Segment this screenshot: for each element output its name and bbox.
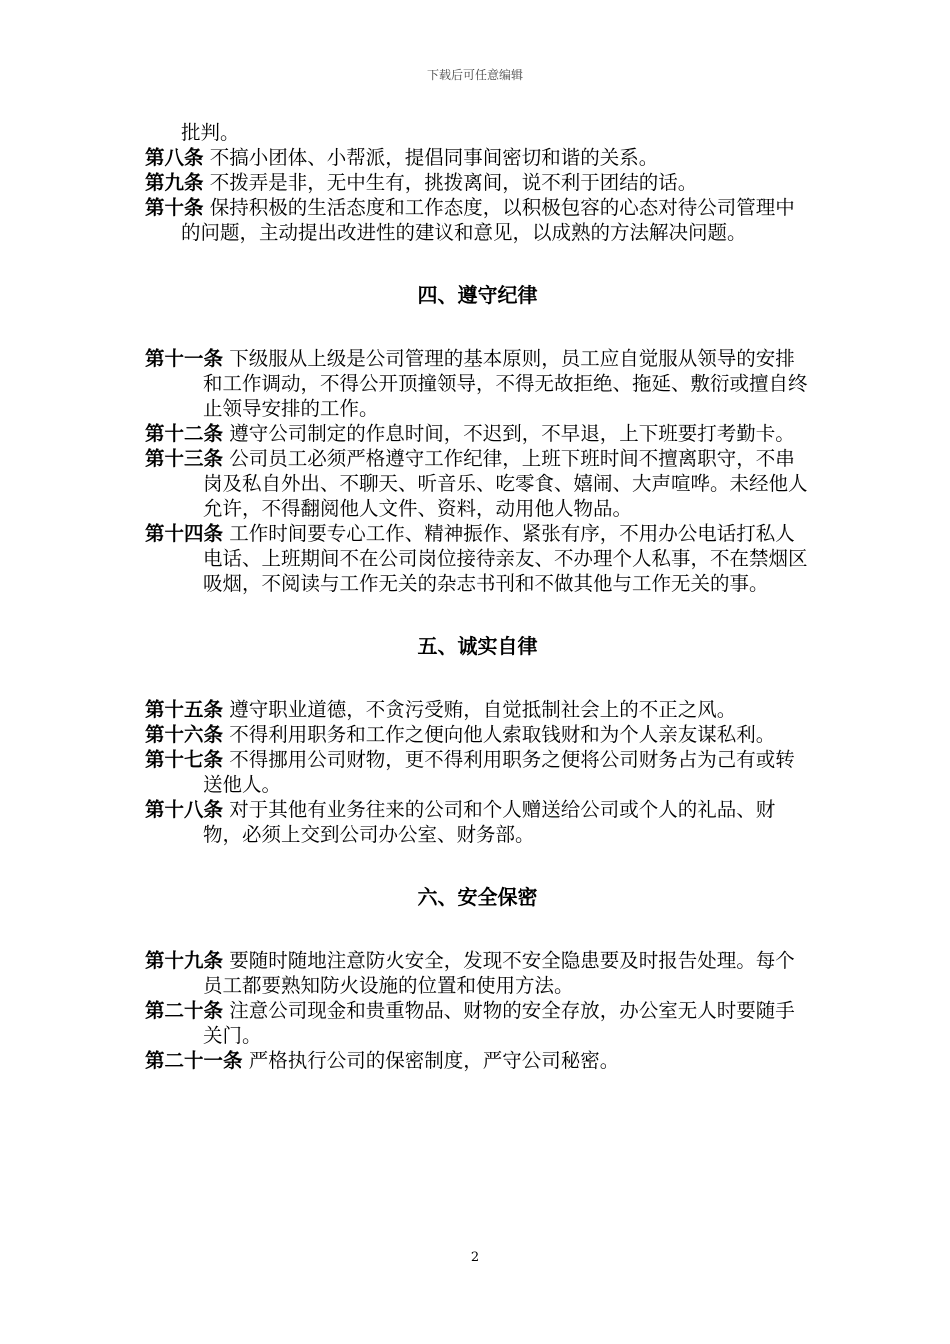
article-14: [145, 521, 810, 596]
article-12: [145, 421, 810, 446]
article-text: 不得利用职务和工作之便向他人索取钱财和为个人亲友谋私利。: [223, 723, 776, 746]
article-label: 第十九条: [145, 949, 224, 972]
article-11: [145, 346, 810, 421]
article-label: 第十条: [145, 196, 204, 219]
article-text: 保持积极的生活态度和工作态度，以积极包容的心态对待公司管理中的问题，主动提出改进性的建议和意见，以成熟的方法解决问题。: [181, 196, 795, 244]
article-13: [145, 446, 810, 521]
article-text: 不得挪用公司财物，更不得利用职务之便将公司财务占为己有或转送他人。: [203, 748, 795, 796]
article-text: 下级服从上级是公司管理的基本原则，员工应自觉服从领导的安排和工作调动，不得公开顶撞领导，不得无故拒绝、拖延、敷衍或擅自终止领导安排的工作。: [203, 347, 808, 420]
article-20: [145, 998, 810, 1048]
article-label: 第十三条: [145, 447, 224, 470]
article-label: 第二十条: [145, 999, 224, 1022]
article-text: 注意公司现金和贵重物品、财物的安全存放，办公室无人时要随手关门。: [203, 999, 795, 1047]
page-header: 下载后可任意编辑: [426, 68, 523, 82]
article-text: 遵守公司制定的作息时间，不迟到，不早退，上下班要打考勤卡。: [223, 422, 795, 445]
article-label: 第二十一条: [145, 1049, 243, 1072]
article-16: [145, 722, 810, 747]
article-label: 第十二条: [145, 422, 224, 445]
section-heading-6: 六、安全保密: [417, 885, 538, 909]
article-text: 对于其他有业务往来的公司和个人赠送给公司或个人的礼品、财物，必须上交到公司办公室、财务部。: [203, 798, 776, 846]
article-17: [145, 747, 810, 797]
article-label: 第十一条: [145, 347, 224, 370]
article-9: [145, 170, 810, 195]
article-text: 严格执行公司的保密制度，严守公司秘密。: [242, 1049, 620, 1072]
article-text: 要随时随地注意防火安全，发现不安全隐患要及时报告处理。每个员工都要熟知防火设施的位置和使用方法。: [203, 949, 795, 997]
page-number: 2: [470, 1250, 480, 1265]
article-19: [145, 948, 810, 998]
article-label: 第十四条: [145, 522, 224, 545]
article-label: 第八条: [145, 146, 204, 169]
article-text: 工作时间要专心工作、精神振作、紧张有序，不用办公电话打私人电话、上班期间不在公司岗位接待亲友、不办理个人私事，不在禁烟区吸烟，不阅读与工作无关的杂志书刊和不做其他与工作无关的事。: [203, 522, 808, 595]
article-21: [145, 1048, 810, 1073]
article-label: 第十八条: [145, 798, 224, 821]
article-label: 第十七条: [145, 748, 224, 771]
article-15: [145, 697, 810, 722]
section-heading-5: 五、诚实自律: [417, 634, 538, 658]
article-label: 第九条: [145, 171, 204, 194]
article-text: 不拨弄是非，无中生有，挑拨离间，说不利于团结的话。: [203, 171, 698, 194]
article-10: [145, 195, 810, 245]
article-18: [145, 797, 810, 847]
article-7-continuation: 批判。: [181, 121, 240, 144]
article-text: 不搞小团体、小帮派，提倡同事间密切和谐的关系。: [203, 146, 659, 169]
article-8: [145, 145, 810, 170]
article-text: 遵守职业道德，不贪污受贿，自觉抵制社会上的不正之风。: [223, 698, 737, 721]
article-label: 第十五条: [145, 698, 224, 721]
section-heading-4: 四、遵守纪律: [417, 283, 538, 307]
document-body: [145, 120, 810, 1073]
article-label: 第十六条: [145, 723, 224, 746]
article-text: 公司员工必须严格遵守工作纪律，上班下班时间不擅离职守，不串岗及私自外出、不聊天、听音乐、吃零食、嬉闹、大声喧哗。未经他人允许，不得翻阅他人文件、资料，动用他人物品。: [203, 447, 808, 520]
